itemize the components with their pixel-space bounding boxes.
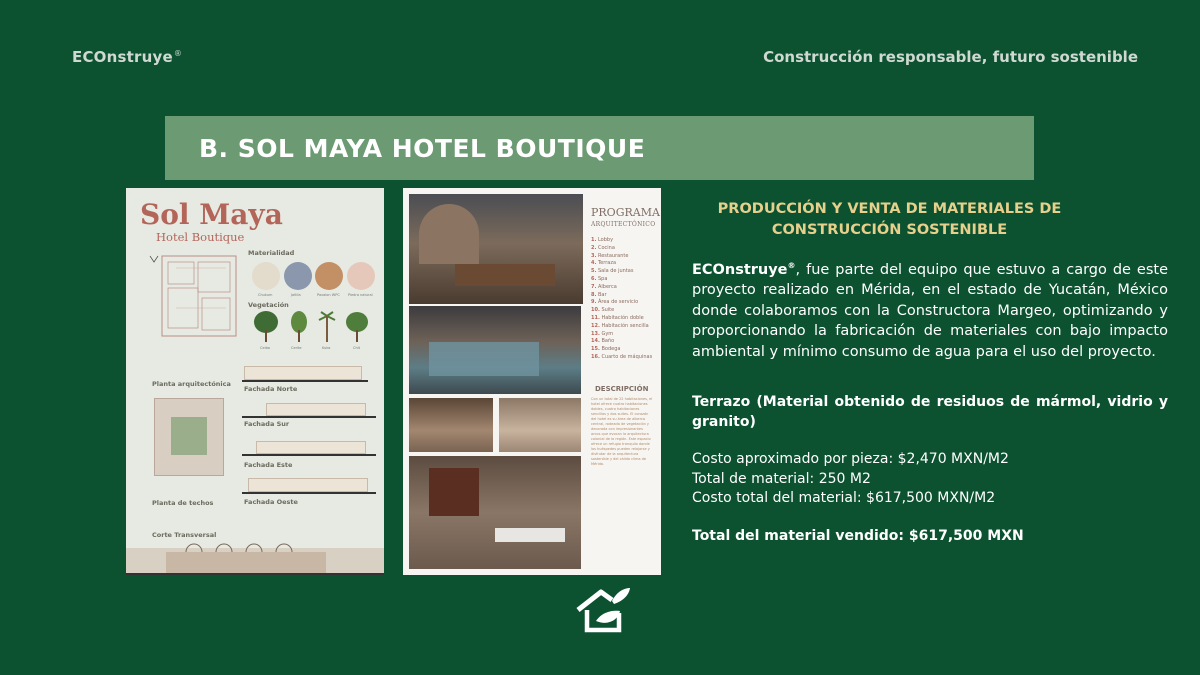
corte-label: Corte Transversal — [152, 531, 217, 539]
program-item-number: 1. — [591, 237, 597, 243]
program-item — [591, 268, 652, 276]
program-item — [591, 253, 652, 261]
site-plan-drawing — [146, 248, 242, 340]
brand-name: ECOnstruye — [72, 48, 173, 66]
material-swatch-jaltila — [284, 262, 312, 290]
program-item — [591, 315, 652, 323]
render-pool-photo — [409, 306, 581, 394]
program-item-label: Bar — [596, 291, 607, 298]
house-leaf-icon — [574, 583, 632, 633]
plant-name: Ceiba — [260, 346, 270, 350]
program-item — [591, 260, 652, 268]
program-item-number: 11. — [591, 314, 600, 321]
material-swatch-wpc — [315, 262, 343, 290]
render-lobby-photo — [409, 456, 581, 569]
program-item-number: 7. — [591, 283, 597, 290]
render-terrace-photo — [409, 194, 583, 304]
total-cost: Costo total del material: $617,500 MXN/M2 — [692, 490, 996, 506]
cost-per-piece: Costo aproximado por pieza: $2,470 MXN/M2 — [692, 451, 1009, 467]
material-swatch-piedra — [347, 262, 375, 290]
program-item-label: Habitación sencilla — [599, 322, 649, 329]
program-item-number: 14. — [591, 338, 600, 345]
facade-sur-drawing — [266, 403, 366, 416]
facade-norte-drawing — [244, 366, 362, 380]
program-item-label: Área de servicio — [596, 299, 639, 306]
section-title: PRODUCCIÓN Y VENTA DE MATERIALES DE CONSTRUCCIÓN SOSTENIBLE — [717, 201, 1062, 238]
facade-label: Fachada Norte — [244, 385, 298, 393]
vegetacion-label: Vegetación — [248, 301, 289, 309]
paragraph-brand: ECOnstruye® — [692, 261, 796, 278]
program-item — [591, 284, 652, 292]
program-item-label: Bodega — [599, 346, 621, 353]
title-banner — [165, 116, 1034, 180]
program-item-label: Lobby — [596, 237, 614, 243]
paragraph-text: , fue parte del equipo que estuvo a cargo de este proyecto realizado en Mérida, en el estado de Yucatán, México donde colaboramos con la Constructora Margeo, optimizando y proporcionando la fabricación de materiales con bajo impacto ambiental y mínimo consumo de agua para el uso del proyecto. — [692, 261, 1168, 360]
material-name: Chukum — [258, 293, 273, 297]
program-item — [591, 323, 652, 331]
program-item-label: Cocina — [596, 244, 615, 251]
program-item-number: 5. — [591, 268, 597, 275]
program-item-label: Alberca — [596, 283, 617, 290]
program-subtitle: ARQUITECTÓNICO — [591, 221, 656, 228]
program-item-label: Sala de juntas — [596, 268, 634, 275]
total-material: Total de material: 250 M2 — [692, 470, 871, 487]
facade-label: Fachada Sur — [244, 420, 290, 428]
program-item — [591, 276, 652, 284]
facade-label: Fachada Oeste — [244, 498, 298, 506]
material-name: Jaltila — [291, 293, 301, 297]
program-item-number: 9. — [591, 299, 597, 306]
program-item-number: 2. — [591, 244, 597, 251]
poster-sol-maya-renders — [403, 188, 661, 575]
program-list — [591, 237, 652, 362]
program-item-label: Habitación doble — [599, 314, 644, 321]
program-item — [591, 354, 652, 362]
material-title: Terrazo (Material obtenido de residuos de mármol, vidrio y granito) — [692, 394, 1168, 430]
project-description — [692, 256, 1168, 362]
brand-mark: ® — [173, 49, 183, 58]
materialidad-label: Materialidad — [248, 249, 295, 257]
total-sold: Total del material vendido: $617,500 MXN — [692, 528, 1024, 544]
program-item-label: Spa — [596, 275, 608, 282]
program-item-number: 3. — [591, 252, 597, 259]
program-item — [591, 338, 652, 346]
program-item-label: Gym — [599, 330, 614, 337]
planta-arq-label: Planta arquitectónica — [152, 380, 231, 388]
program-item-number: 12. — [591, 322, 600, 329]
program-item — [591, 331, 652, 339]
program-item-number: 13. — [591, 330, 600, 337]
vegetation-icons — [253, 310, 373, 344]
planta-techos-label: Planta de techos — [152, 499, 214, 507]
facade-label: Fachada Este — [244, 461, 293, 469]
program-item — [591, 245, 652, 253]
facade-este-drawing — [256, 441, 366, 454]
brand-logo — [72, 48, 182, 66]
plant-name: Chit — [353, 346, 361, 350]
render-suite-photo — [499, 398, 581, 452]
cost-list — [692, 450, 1009, 509]
section-drawing — [126, 538, 384, 575]
program-item-number: 6. — [591, 275, 597, 282]
description-text: Con un total de 22 habitaciones, el hotel ofrece cuatro habitaciones dobles, cuatro habitaciones sencillas y dos suites. El corazón del hotel es su área de alberca central, rodeada de vegetación y decorada con impresionantes arcos que evocan la arquitectura colonial de la región. Este espacio ofrece un refugio tranquilo donde los huéspedes pueden relajarse y disfrutar de la arquitectura sostenible y del cálido clima de Mérida. — [591, 397, 653, 466]
poster-sol-maya-plans — [126, 188, 384, 575]
page-title: B. SOL MAYA HOTEL BOUTIQUE — [199, 134, 646, 163]
program-item-number: 4. — [591, 260, 597, 267]
program-item — [591, 307, 652, 315]
program-item-number: 8. — [591, 291, 597, 298]
facade-oeste-drawing — [248, 478, 368, 492]
program-item-label: Baño — [599, 338, 615, 345]
plant-name: Cerite — [291, 346, 302, 350]
poster-title: Sol Maya — [140, 198, 283, 231]
program-item — [591, 237, 652, 245]
program-title — [591, 208, 660, 230]
program-item-number: 10. — [591, 307, 600, 314]
program-item-number: 15. — [591, 346, 600, 353]
tagline: Construcción responsable, futuro sostenible — [763, 48, 1138, 66]
program-item-label: Suite — [599, 307, 615, 314]
plant-name: Kuka — [322, 346, 331, 350]
program-item — [591, 346, 652, 354]
poster-subtitle: Hotel Boutique — [156, 230, 245, 244]
program-item-label: Restaurante — [596, 252, 629, 259]
material-name: Piedra natural — [348, 293, 373, 297]
program-item-label: Cuarto de máquinas — [599, 353, 653, 360]
description-title: DESCRIPCIÓN — [595, 385, 649, 393]
program-item-number: 16. — [591, 353, 600, 360]
program-item-label: Terraza — [596, 260, 617, 267]
program-title-text: PROGRAMA — [591, 206, 660, 219]
program-item — [591, 299, 652, 307]
render-room-photo — [409, 398, 493, 452]
roof-plan-drawing — [154, 398, 224, 476]
material-name: Pavalon WPC — [317, 293, 340, 297]
material-swatch-chukum — [252, 262, 280, 290]
